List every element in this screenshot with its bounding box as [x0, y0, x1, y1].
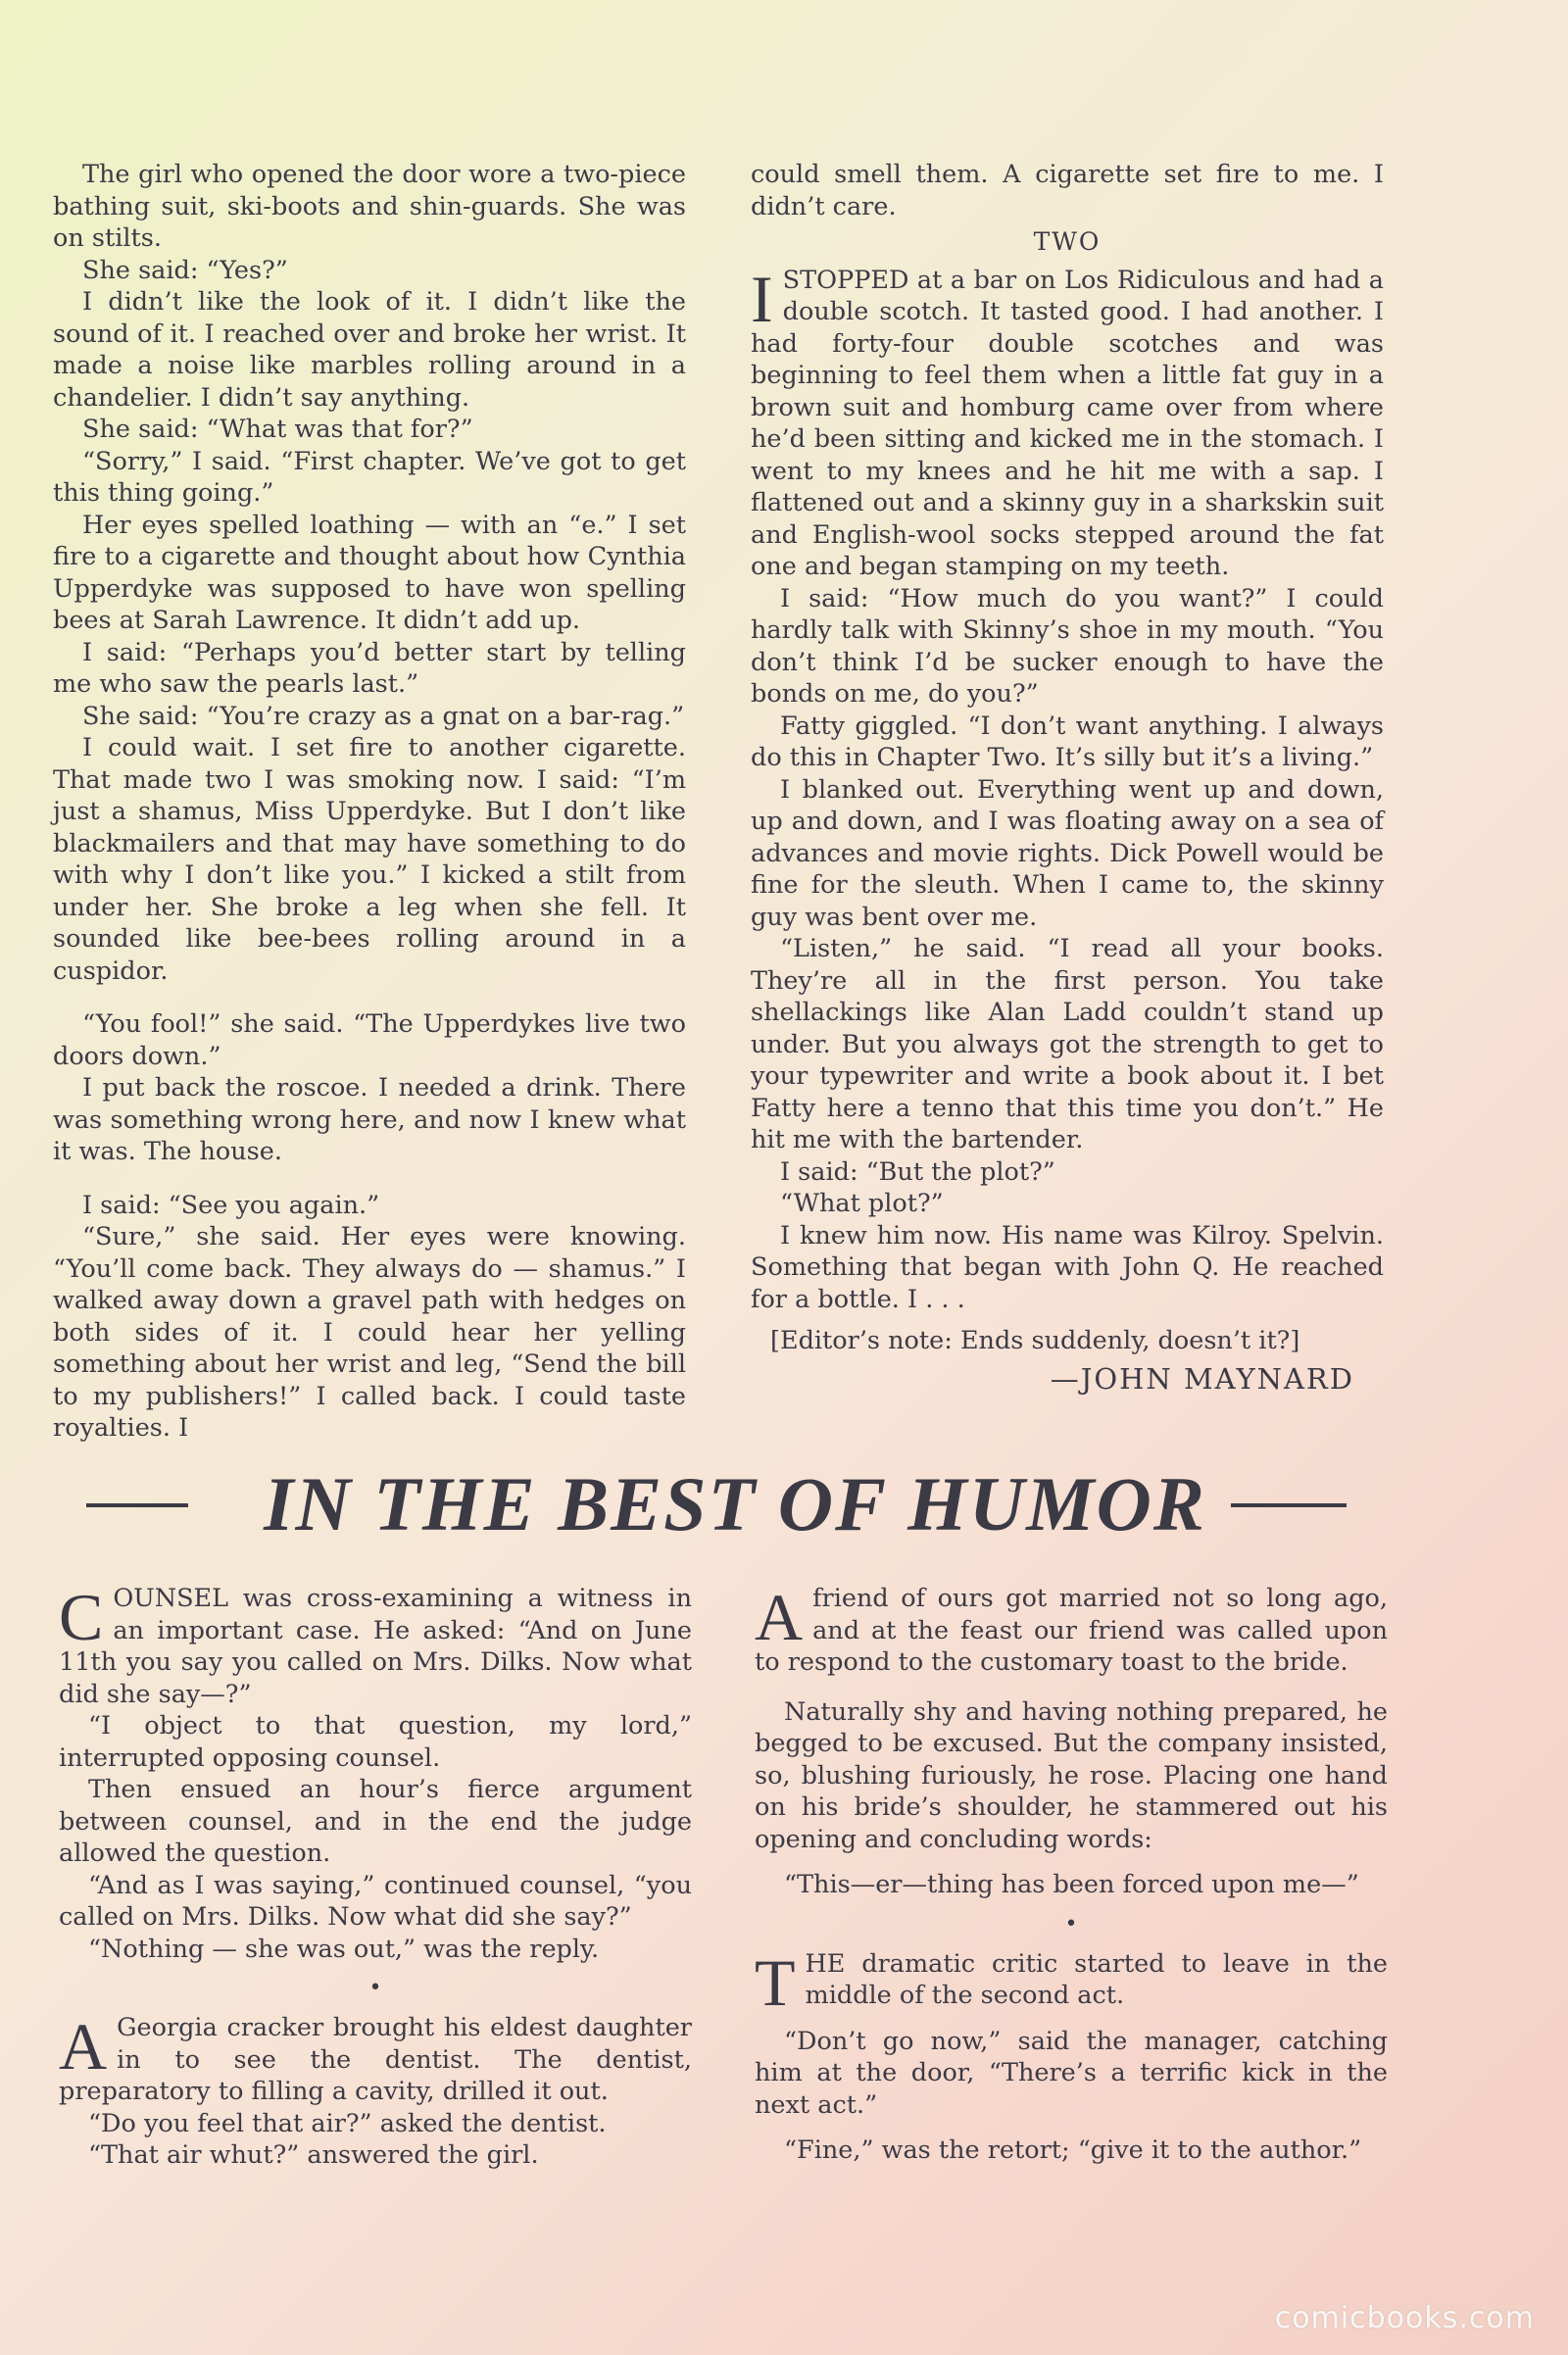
- joke-paragraph: [59, 2009, 692, 2108]
- story-right-column: [751, 159, 1384, 1395]
- story-paragraph: I knew him now. His name was Kilroy. Spelvin. Something that began with John Q. He reached for a bottle. I . . .: [751, 1220, 1384, 1314]
- joke-paragraph: Then ensued an hour’s fierce argument between counsel, and in the end the judge allowed the question.: [59, 1775, 692, 1868]
- joke-paragraph: “I object to that question, my lord,” interrupted opposing counsel.: [59, 1711, 692, 1773]
- joke-paragraph: “This—er—thing has been forced upon me—”: [784, 1870, 1359, 1899]
- drop-cap: T: [755, 1944, 796, 2020]
- story-paragraph: “Listen,” he said. “I read all your books. They’re all in the first person. You take shellackings like Alan Ladd couldn’t stand up under. But you always got the strength to get to your typewriter and write a book about it. I bet Fatty here a tenno that this time you don’t.” He hit me with the bartender.: [751, 934, 1384, 1154]
- story-paragraph: I didn’t like the look of it. I didn’t like the sound of it. I reached over and broke her wrist. It made a noise like marbles rolling around in a chandelier. I didn’t say anything.: [53, 287, 686, 413]
- paragraph-text: friend of ours got married not so long ago, and at the feast our friend was called upon to respond to the customary toast to the bride.: [755, 1584, 1388, 1677]
- joke-paragraph: “And as I was saying,” continued counsel, “you called on Mrs. Dilks. Now what did she say?”: [59, 1870, 692, 1932]
- story-paragraph: “Sorry,” I said. “First chapter. We’ve got to get this thing going.”: [53, 446, 686, 508]
- joke-paragraph: “Fine,” was the retort; “give it to the author.”: [784, 2135, 1362, 2165]
- story-paragraph: I said: “Perhaps you’d better start by telling me who saw the pearls last.”: [53, 637, 686, 699]
- author-byline: —JOHN MAYNARD: [1050, 1361, 1354, 1396]
- drop-cap: A: [755, 1580, 804, 1654]
- humor-right-column: [755, 1580, 1388, 2167]
- joke-paragraph: [59, 1580, 692, 1710]
- humor-left-column: [59, 1580, 692, 2172]
- joke-paragraph: [755, 1580, 1388, 1679]
- site-watermark: comicbooks.com: [1274, 2301, 1535, 2335]
- story-left-column: [53, 159, 686, 1445]
- joke-paragraph: Naturally shy and having nothing prepared, he begged to be excused. But the company insisted, so, blushing furiously, he rose. Placing one hand on his bride’s shoulder, he stammered out his opening and concluding words:: [755, 1696, 1388, 1854]
- joke-paragraph: “That air whut?” answered the girl.: [88, 2140, 539, 2170]
- story-paragraph: [751, 261, 1384, 583]
- story-paragraph: The girl who opened the door wore a two-piece bathing suit, ski-boots and shin-guards. She was on stilts.: [53, 160, 686, 253]
- banner-rule-right: [1231, 1503, 1347, 1507]
- separator-bullet: •: [368, 1976, 382, 2000]
- story-paragraph: I said: “See you again.”: [82, 1190, 380, 1220]
- story-paragraph: “What plot?”: [780, 1189, 944, 1218]
- section-title: IN THE BEST OF HUMOR: [264, 1461, 1206, 1546]
- paragraph-text: HE dramatic critic started to leave in the middle of the second act.: [805, 1948, 1388, 2010]
- joke-paragraph: “Nothing — she was out,” was the reply.: [88, 1934, 600, 1964]
- joke-paragraph: “Don’t go now,” said the manager, catching him at the door, “There’s a terrific kick in the next act.”: [755, 2026, 1388, 2120]
- chapter-heading: TWO: [1033, 227, 1102, 256]
- drop-cap: C: [59, 1580, 104, 1654]
- section-banner: [0, 1460, 1568, 1548]
- story-paragraph: She said: “What was that for?”: [82, 415, 473, 444]
- drop-cap: I: [751, 261, 773, 336]
- story-paragraph: “You fool!” she said. “The Upperdykes live two doors down.”: [53, 1009, 686, 1071]
- story-paragraph: could smell them. A cigarette set fire to me. I didn’t care.: [751, 160, 1384, 221]
- joke-paragraph: [755, 1944, 1388, 2020]
- story-paragraph: I could wait. I set fire to another cigarette. That made two I was smoking now. I said: “I’m just a shamus, Miss Upperdyke. But I don’t like blackmailers and that may have something to do with why I don’t like you.” I kicked a stilt from under her. She broke a leg when she fell. It sounded like bee-bees rolling around in a cuspidor.: [53, 733, 686, 986]
- story-paragraph: I said: “How much do you want?” I could hardly talk with Skinny’s shoe in my mouth. “You don’t think I’d be sucker enough to have the bonds on me, do you?”: [751, 583, 1384, 709]
- story-paragraph: I put back the roscoe. I needed a drink. There was something wrong here, and now I knew what it was. The house.: [53, 1073, 686, 1166]
- drop-cap: A: [59, 2009, 108, 2084]
- story-paragraph: “Sure,” she said. Her eyes were knowing. “You’ll come back. They always do — shamus.” I walked away down a gravel path with hedges on both sides of it. I could hear her yelling something about her wrist and leg, “Send the bill to my publishers!” I called back. I could taste royalties. I: [53, 1222, 686, 1443]
- story-paragraph: Her eyes spelled loathing — with an “e.” I set fire to a cigarette and thought about how Cynthia Upperdyke was supposed to have won spelling bees at Sarah Lawrence. It didn’t add up.: [53, 510, 686, 635]
- story-paragraph: She said: “You’re crazy as a gnat on a bar-rag.”: [82, 701, 685, 731]
- paragraph-text: Georgia cracker brought his eldest daughter in to see the dentist. The dentist, preparatory to filling a cavity, drilled it out.: [59, 2013, 692, 2106]
- paragraph-text: OUNSEL was cross-examining a witness in an important case. He asked: “And on June 11th you say you called on Mrs. Dilks. Now what did she say—?”: [59, 1584, 692, 1709]
- joke-paragraph: “Do you feel that air?” asked the dentist.: [88, 2108, 607, 2138]
- story-paragraph: I said: “But the plot?”: [780, 1156, 1055, 1187]
- editor-note: [Editor’s note: Ends suddenly, doesn’t it?]: [770, 1326, 1300, 1355]
- separator-bullet: •: [1064, 1911, 1078, 1937]
- story-paragraph: Fatty giggled. “I don’t want anything. I always do this in Chapter Two. It’s silly but it’s a living.”: [751, 711, 1384, 772]
- story-paragraph: I blanked out. Everything went up and down, up and down, and I was floating away on a sea of advances and movie rights. Dick Powell would be fine for the sleuth. When I came to, the skinny guy was bent over me.: [751, 774, 1384, 932]
- banner-rule-left: [86, 1503, 188, 1507]
- paragraph-text: STOPPED at a bar on Los Ridiculous and had a double scotch. It tasted good. I had another. I had forty-four double scotches and was beginning to feel them when a little fat guy in a brown suit and homburg came over from where he’d been sitting and kicked me in the stomach. I went to my knees and he hit me with a sap. I flattened out and a skinny guy in a sharkskin suit and English-wool socks stepped around the fat one and began stamping on my teeth.: [751, 265, 1384, 581]
- story-paragraph: She said: “Yes?”: [82, 255, 288, 285]
